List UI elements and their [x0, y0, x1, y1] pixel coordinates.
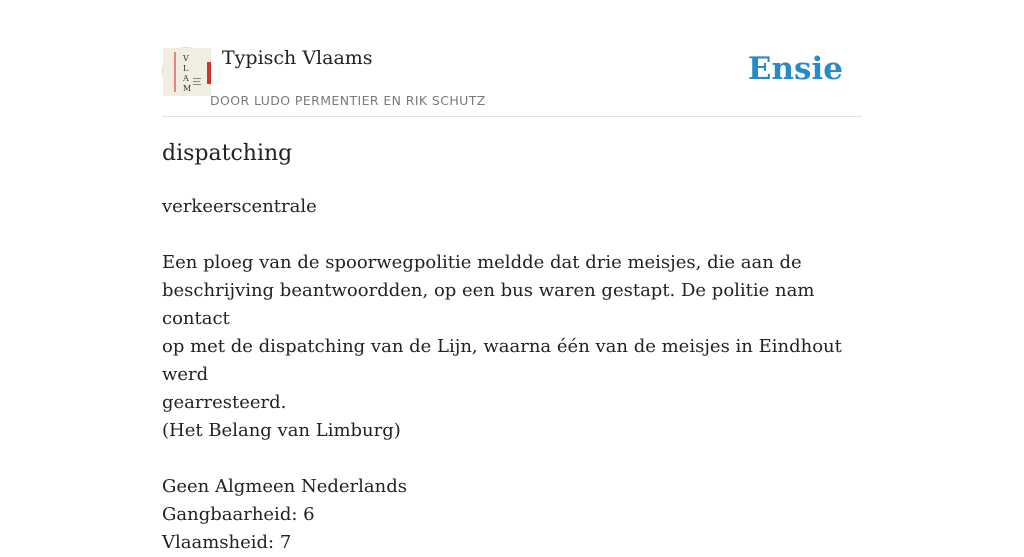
- example-line: gearresteerd.: [162, 392, 287, 413]
- ensie-logo[interactable]: Ensie: [747, 51, 843, 87]
- example-source: (Het Belang van Limburg): [162, 420, 401, 441]
- example-line: Een ploeg van de spoorwegpolitie meldde dat drie meisjes, die aan de: [162, 252, 802, 273]
- svg-text:M: M: [183, 84, 192, 93]
- page-header: [162, 40, 862, 117]
- svg-text:V: V: [183, 54, 189, 63]
- example-line: op met de dispatching van de Lijn, waarna één van de meisjes in Eindhout werd: [162, 336, 842, 385]
- svg-text:L: L: [183, 64, 189, 73]
- entry-title: dispatching: [162, 141, 293, 166]
- example-line: beschrijving beantwoordden, op een bus waren gestapt. De politie nam contact: [162, 280, 815, 329]
- svg-text:A: A: [183, 74, 189, 83]
- book-cover-icon[interactable]: [162, 47, 210, 95]
- spacer: [162, 221, 862, 249]
- gangbaarheid-score: Gangbaarheid: 6: [162, 504, 315, 525]
- entry-content: [162, 137, 862, 557]
- entry-classification: Geen Algmeen Nederlands: [162, 476, 407, 497]
- book-title[interactable]: Typisch Vlaams: [222, 47, 373, 69]
- spacer: [162, 445, 862, 473]
- entry-definition: verkeerscentrale: [162, 196, 317, 217]
- book-authors: DOOR LUDO PERMENTIER EN RIK SCHUTZ: [210, 93, 486, 108]
- vlaamsheid-score: Vlaamsheid: 7: [162, 532, 292, 553]
